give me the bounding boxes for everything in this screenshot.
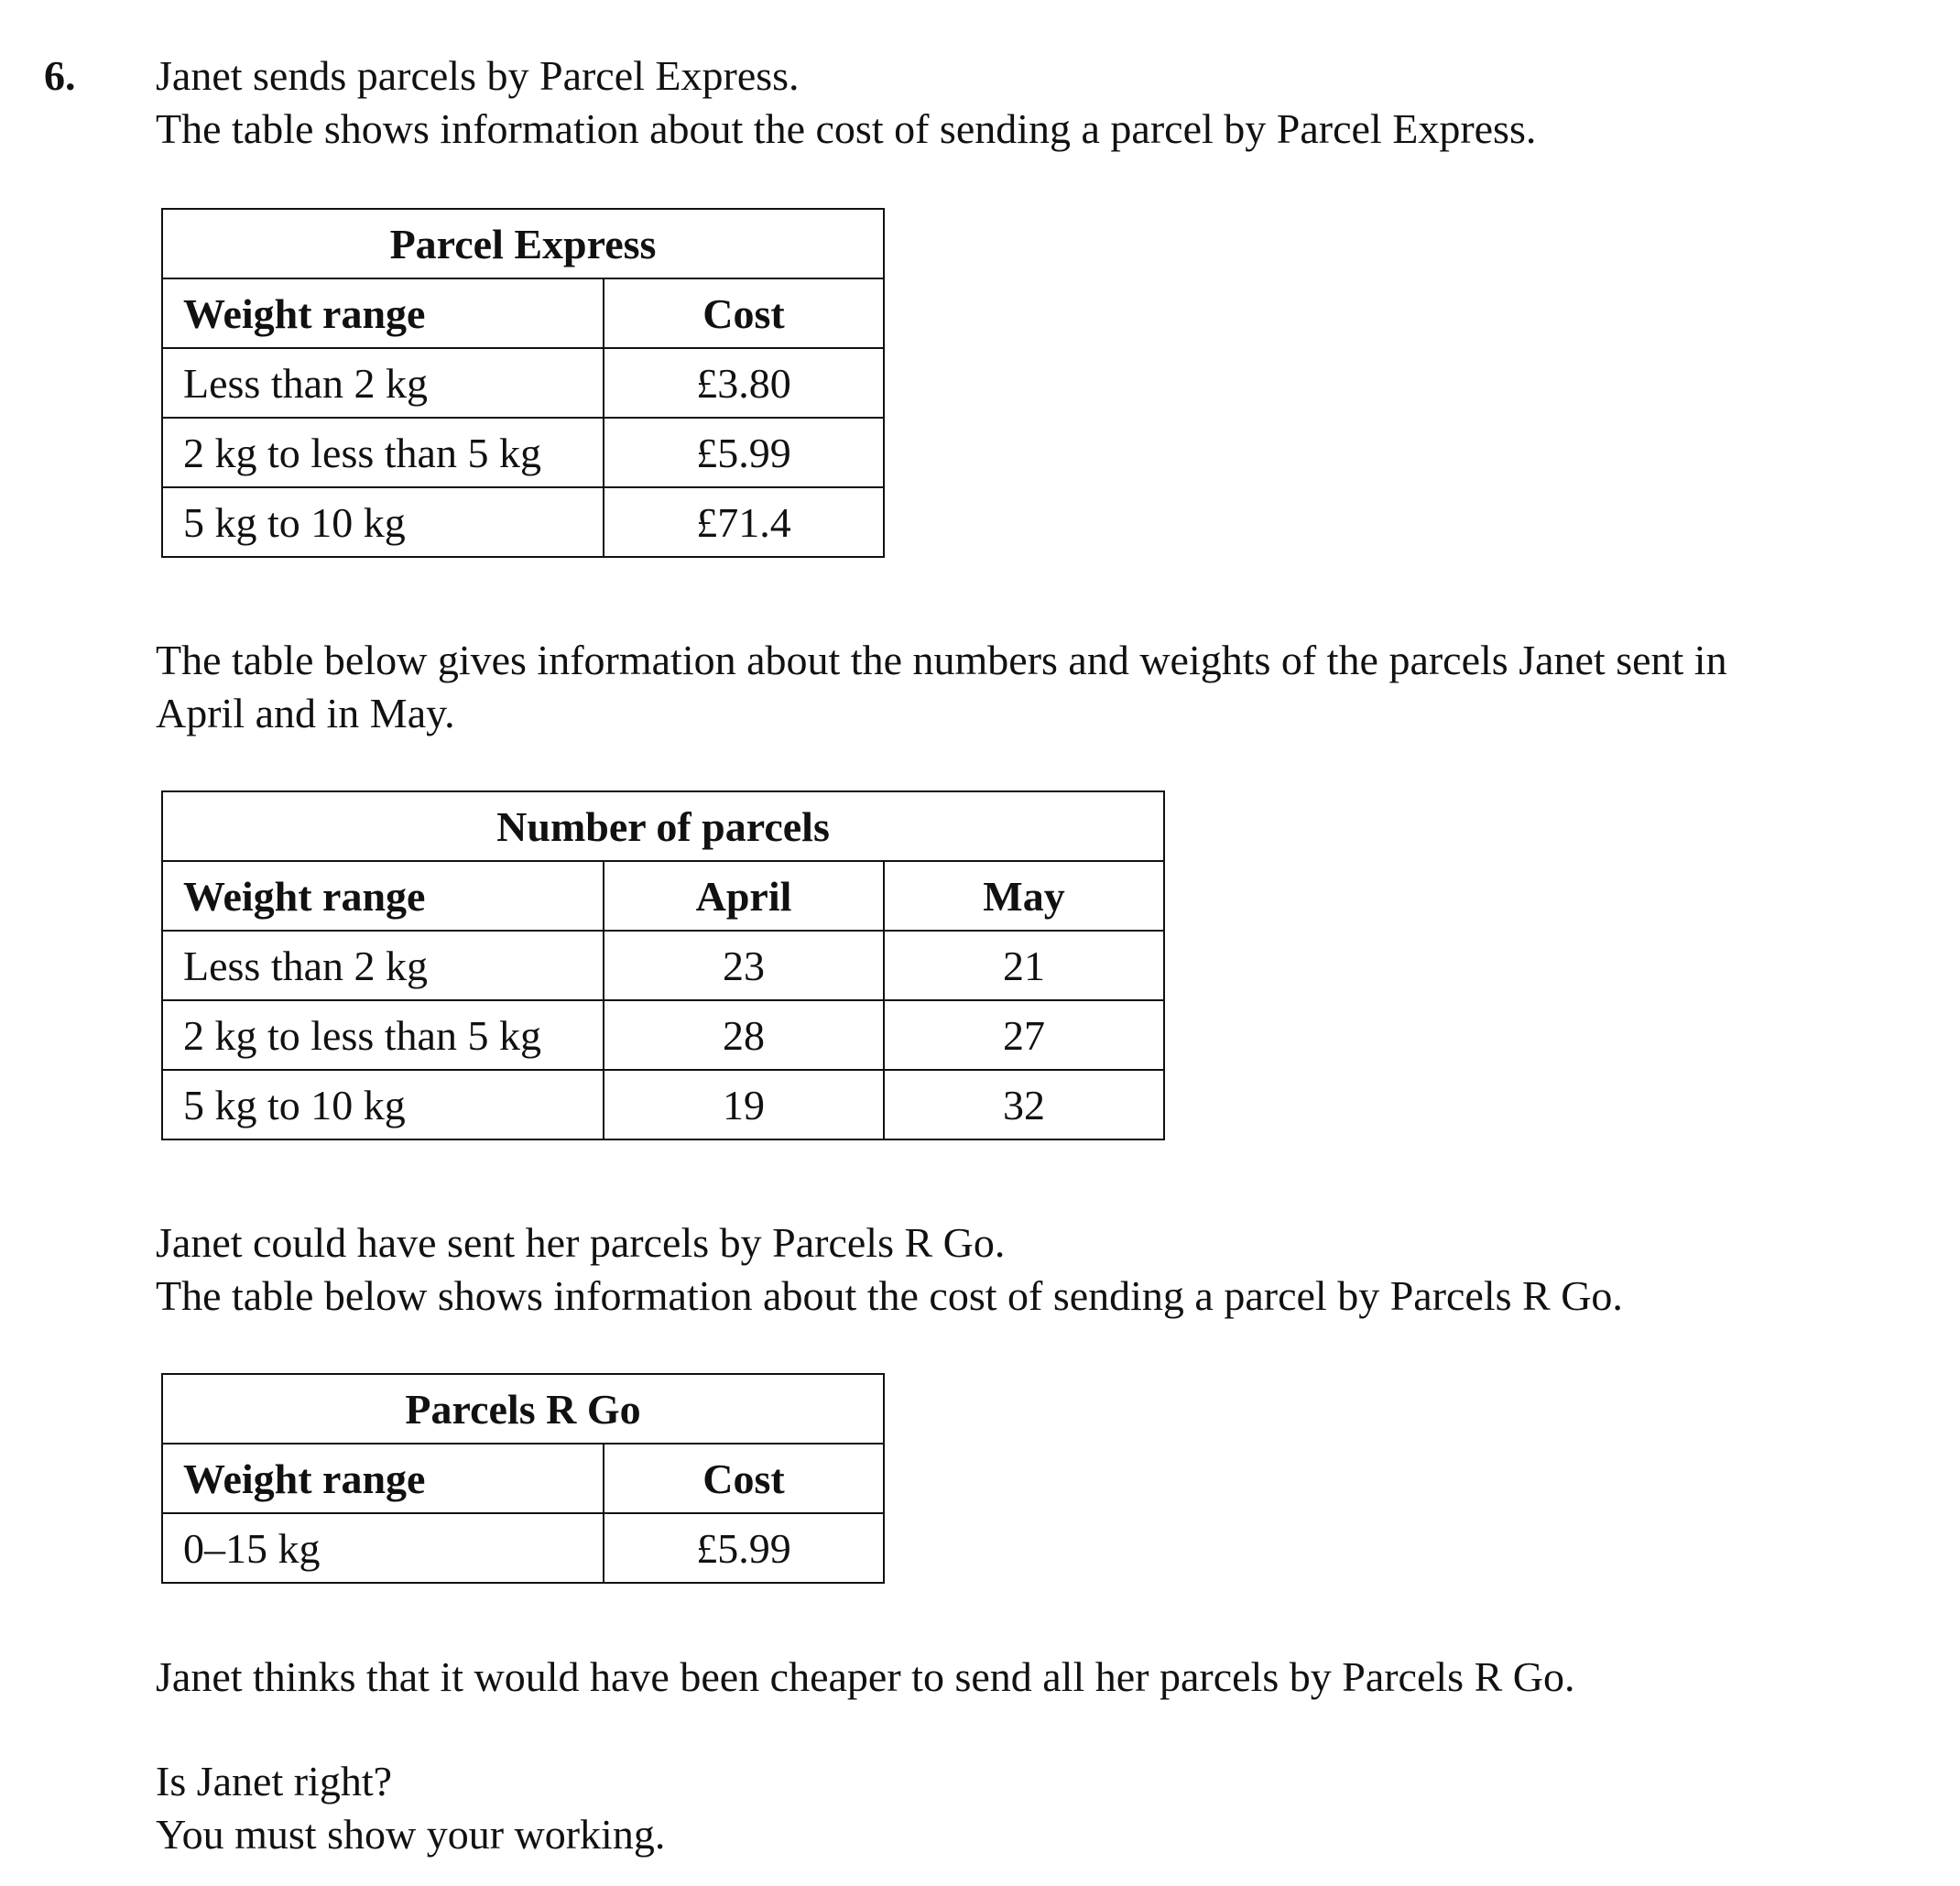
question-number: 6. <box>44 52 76 99</box>
table-row <box>162 487 884 557</box>
weight-range-cell: Less than 2 kg <box>162 348 604 418</box>
table-row <box>162 418 884 487</box>
table-header-row <box>162 1444 884 1513</box>
cost-cell: £5.99 <box>604 418 884 487</box>
weight-range-cell: 5 kg to 10 kg <box>162 1070 604 1139</box>
column-header: Cost <box>604 278 884 348</box>
weight-range-cell: 5 kg to 10 kg <box>162 487 604 557</box>
table-header-row <box>162 278 884 348</box>
prompt-line: You must show your working. <box>156 1811 666 1858</box>
weight-range-cell: 2 kg to less than 5 kg <box>162 418 604 487</box>
table-header-row <box>162 861 1164 931</box>
parcels-r-go-table <box>161 1373 885 1584</box>
column-header: May <box>884 861 1164 931</box>
intro-line: Janet sends parcels by Parcel Express. <box>156 52 800 99</box>
rgo-intro-line: The table below shows information about the cost of sending a parcel by Parcels R Go. <box>156 1272 1623 1319</box>
column-header: Weight range <box>162 278 604 348</box>
cost-cell: £5.99 <box>604 1513 884 1583</box>
weight-range-cell: Less than 2 kg <box>162 931 604 1000</box>
parcel-counts-table <box>161 790 1165 1140</box>
column-header: Weight range <box>162 1444 604 1513</box>
claim-paragraph <box>156 1651 1574 1704</box>
rgo-intro-line: Janet could have sent her parcels by Parcels R Go. <box>156 1219 1006 1266</box>
may-count-cell: 27 <box>884 1000 1164 1070</box>
column-header: Cost <box>604 1444 884 1513</box>
table-row <box>162 1513 884 1583</box>
table-title: Parcels R Go <box>162 1374 884 1444</box>
column-header: Weight range <box>162 861 604 931</box>
counts-intro-line: The table below gives information about the numbers and weights of the parcels Janet sent in <box>156 637 1727 683</box>
counts-intro-line: April and in May. <box>156 690 455 736</box>
column-header: April <box>604 861 884 931</box>
april-count-cell: 28 <box>604 1000 884 1070</box>
table-row <box>162 931 1164 1000</box>
may-count-cell: 32 <box>884 1070 1164 1139</box>
claim-line: Janet thinks that it would have been cheaper to send all her parcels by Parcels R Go. <box>156 1653 1575 1700</box>
table-title-row <box>162 791 1164 861</box>
table-title-row <box>162 209 884 278</box>
weight-range-cell: 2 kg to less than 5 kg <box>162 1000 604 1070</box>
prompt-paragraph <box>156 1755 665 1861</box>
may-count-cell: 21 <box>884 931 1164 1000</box>
counts-intro-paragraph <box>156 634 1727 740</box>
cost-cell: £71.4 <box>604 487 884 557</box>
table-title-row <box>162 1374 884 1444</box>
weight-range-cell: 0–15 kg <box>162 1513 604 1583</box>
table-title: Number of parcels <box>162 791 1164 861</box>
cost-cell: £3.80 <box>604 348 884 418</box>
parcel-express-table <box>161 208 885 558</box>
table-row <box>162 1000 1164 1070</box>
intro-line: The table shows information about the cost of sending a parcel by Parcel Express. <box>156 105 1537 152</box>
rgo-intro-paragraph <box>156 1216 1623 1323</box>
april-count-cell: 19 <box>604 1070 884 1139</box>
april-count-cell: 23 <box>604 931 884 1000</box>
table-row <box>162 348 884 418</box>
intro-paragraph <box>156 49 1536 156</box>
table-title: Parcel Express <box>162 209 884 278</box>
prompt-line: Is Janet right? <box>156 1758 393 1804</box>
table-row <box>162 1070 1164 1139</box>
